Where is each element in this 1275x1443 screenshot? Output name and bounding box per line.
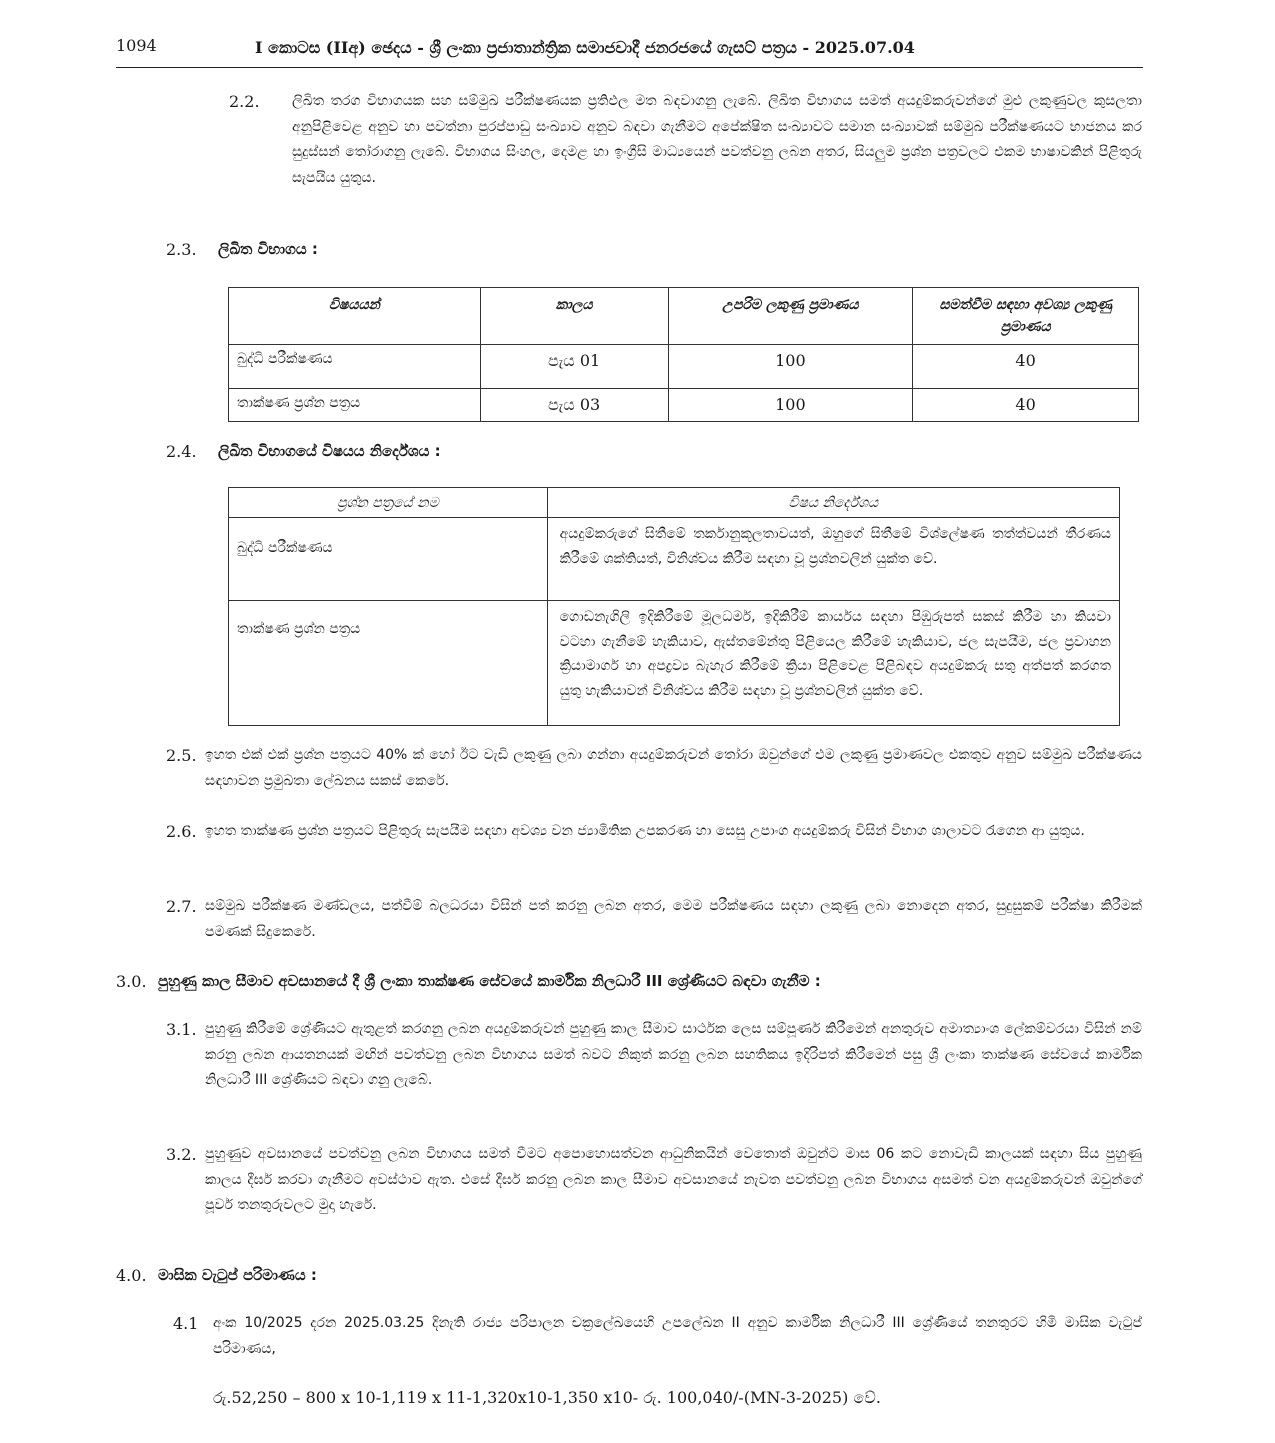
section-2-3-number: 2.3. [166, 240, 197, 259]
section-2-6-number: 2.6. [166, 822, 197, 841]
section-4-1-number: 4.1 [173, 1314, 199, 1333]
section-2-5-number: 2.5. [166, 746, 197, 765]
section-2-6-text: ඉහත තාක්ෂණ ප්‍රශ්න පත්‍රයට පිළිතුරු සැපයීම සඳහා අවශ්‍ය වන ජ්‍යාමිතික උපකරණ හා සෙසු උපාංග අයදුම්කරු විසින් විභාග ශාලාවට රැගෙන ආ යුතුය. [205, 823, 1085, 839]
section-3-2-number: 3.2. [166, 1145, 197, 1164]
table-cell-pass-marks: 40 [913, 345, 1139, 389]
section-4-0-heading: මාසික වැටුප් පරිමාණය : [158, 1266, 317, 1284]
table-header-paper-name: ප්‍රශ්න පත්‍රයේ නම [229, 488, 548, 518]
section-2-7-text: සම්මුඛ පරීක්ෂණ මණ්ඩලය, පත්වීම් බලධරයා විසින් පත් කරනු ලබන අතර, මෙම පරීක්ෂණය සඳහා ලකුණු ලබා නොදෙන අතර, සුදුසුකම් පරීක්ෂා කිරීමක් පමණක් සිදුකෙරේ. [205, 898, 1142, 940]
section-2-5-text: ඉහත එක් එක් ප්‍රශ්න පත්‍රයට 40% ක් හෝ ඊට වැඩි ලකුණු ලබා ගන්නා අයදුම්කරුවන් තෝරා ඔවුන්ගේ එම ලකුණු ප්‍රමාණවල එකතුව අනුව සම්මුඛ පරීක්ෂණය සඳහාවන ප්‍රමුඛතා ලේඛනය සකස් කෙරේ. [205, 747, 1142, 789]
gazette-header-title: I කොටස (IIඅ) ඡෙදය - ශ්‍රී ලංකා ප්‍රජාතාන්ත්‍රික සමාජවාදී ජනරජයේ ගැසට් පත්‍රය - 2025.07.04 [255, 38, 915, 57]
table-cell-syllabus: ගොඩනැගිලි ඉදිකිරීමේ මූලධර්ම, ඉදිකිරීම් කාර්යය සඳහා පිඹුරුපත් සකස් කිරීම හා කියවා වටහා ගැනීමේ හැකියාව, ඇස්තමේන්තු පිළියෙල කිරීමේ හැකියාව, ජල සැපයීම, ජල ප්‍රවාහන ක්‍රියාමාර්ග හා අපද්‍රව්‍ය බැහැර කිරීමේ ක්‍රියා පිළිවෙළ පිළිබඳව අයදුම්කරු සතු අත්පත් කරගත යුතු හැකියාවන් විනිශ්චය කිරීම සඳහා වූ ප්‍රශ්නවලින් යුක්ත වේ. [547, 601, 1119, 726]
section-4-0-number: 4.0. [116, 1266, 147, 1285]
table-cell-max-marks: 100 [668, 345, 913, 389]
written-exam-table [228, 287, 1139, 422]
table-cell-subject: බුද්ධි පරීක්ෂණය [229, 345, 481, 389]
syllabus-table [228, 487, 1120, 726]
table-cell-paper-name: තාක්ෂණ ප්‍රශ්න පත්‍රය [229, 601, 548, 726]
table-cell-paper-name: බුද්ධි පරීක්ෂණය [229, 518, 548, 601]
section-2-3-heading: ලිඛිත විභාගය : [218, 240, 318, 258]
section-4-1-text: අංක 10/2025 දරන 2025.03.25 දිනැති රාජ්‍ය පරිපාලන චක්‍රලේඛයෙහි උපලේඛන II අනුව කාර්මික නිලධාරී III ශ්‍රේණියේ තනතුරට හිමි මාසික වැටුප් පරිමාණය, [213, 1315, 1142, 1357]
table-header-subjects: විෂයයන් [229, 288, 481, 345]
section-3-1-number: 3.1. [166, 1020, 197, 1039]
table-cell-duration: පැය 03 [480, 389, 668, 422]
section-3-0-heading: පුහුණු කාල සීමාව අවසානයේ දී ශ්‍රී ලංකා තාක්ෂණ සේවයේ කාර්මික නිලධාරී III ශ්‍රේණියට බඳවා ගැනීම : [158, 972, 821, 990]
table-cell-max-marks: 100 [668, 389, 913, 422]
table-cell-duration: පැය 01 [480, 345, 668, 389]
table-header-duration: කාලය [480, 288, 668, 345]
table-row [229, 389, 1139, 422]
table-cell-subject: තාක්ෂණ ප්‍රශ්න පත්‍රය [229, 389, 481, 422]
salary-scale: රු.52,250 – 800 x 10-1,119 x 11-1,320x10-1,350 x10- රු. 100,040/-(MN-3-2025) වේ. [213, 1388, 881, 1407]
table-header-syllabus: විෂය නිර්දේශය [547, 488, 1119, 518]
section-2-2-number: 2.2. [229, 92, 260, 111]
section-2-7-number: 2.7. [166, 897, 197, 916]
section-3-1-text: පුහුණු කිරීමේ ශ්‍රේණියට ඇතුළත් කරගනු ලබන අයදුම්කරුවන් පුහුණු කාල සීමාව සාර්ථක ලෙස සම්පූර්ණ කිරීමෙන් අනතුරුව අමාත්‍යාංශ ලේකම්වරයා විසින් නම් කරනු ලබන ආයතනයක් මඟින් පවත්වනු ලබන විභාගය සමත් බවට නිකුත් කරනු ලබන සහතිකය ඉදිරිපත් කිරීමෙන් පසු ශ්‍රී ලංකා තාක්ෂණ සේවයේ කාර්මික නිලධාරී III ශ්‍රේණියට බඳවා ගනු ලැබේ. [205, 1021, 1142, 1088]
table-cell-pass-marks: 40 [913, 389, 1139, 422]
section-2-2-text: ලිඛිත තරග විභාගයක සහ සම්මුඛ පරීක්ෂණයක ප්‍රතිඵල මත බඳවාගනු ලැබේ. ලිඛිත විභාගය සමත් අයදුම්කරුවන්ගේ මුළු ලකුණුවල කුසලතා අනුපිළිවෙළ අනුව හා පවත්නා පුරප්පාඩු සංඛ්‍යාව අනුව බඳවා ගැනීමට අපේක්ෂිත සංඛ්‍යාවට සමාන සංඛ්‍යාවක් සම්මුඛ පරීක්ෂණයට භාජනය කර සුදුස්සන් තෝරාගනු ලැබේ. විභාගය සිංහල, දෙමළ හා ඉංග්‍රීසි මාධ්‍යයෙන් පවත්වනු ලබන අතර, සියලුම ප්‍රශ්න පත්‍රවලට එකම භාෂාවකින් පිළිතුරු සැපයිය යුතුය. [292, 93, 1142, 186]
table-row [229, 518, 1120, 601]
table-row [229, 601, 1120, 726]
table-cell-syllabus: අයදුම්කරුගේ සිතීමේ තර්කානුකූලතාවයත්, ඔහුගේ සිතීමේ විශ්ලේෂණ තත්ත්වයන් තීරණය කිරීමේ ශක්තියත්, විනිශ්චය කිරීම සඳහා වූ ප්‍රශ්නවලින් යුක්ත වේ. [547, 518, 1119, 601]
section-2-4-number: 2.4. [166, 442, 197, 461]
header-rule [116, 67, 1143, 68]
table-header-max-marks: උපරිම ලකුණු ප්‍රමාණය [668, 288, 913, 345]
section-3-0-number: 3.0. [116, 972, 147, 991]
section-2-4-heading: ලිඛිත විභාගයේ විෂයය නිර්දේශය : [218, 442, 441, 460]
page-number: 1094 [116, 36, 157, 55]
table-header-pass-marks: සමත්වීම සඳහා අවශ්‍ය ලකුණු ප්‍රමාණය [913, 288, 1139, 345]
section-3-2-text: පුහුණුව අවසානයේ පවත්වනු ලබන විභාගය සමත් වීමට අපොහොසත්වන ආධුනිකයින් වෙතොත් ඔවුන්ට මාස 06 කට නොවැඩි කාලයක් සඳහා සිය පුහුණු කාලය දීර්ඝ කරවා ගැනීමට අවස්ථාව ඇත. එසේ දීර්ඝ කරනු ලබන කාල සීමාව අවසානයේ නැවත පවත්වනු ලබන විභාගය අසමත් වන අයදුම්කරුවන් ඔවුන්ගේ පූර්ව තනතුරුවලට මුදා හැරේ. [205, 1146, 1142, 1213]
table-row [229, 345, 1139, 389]
